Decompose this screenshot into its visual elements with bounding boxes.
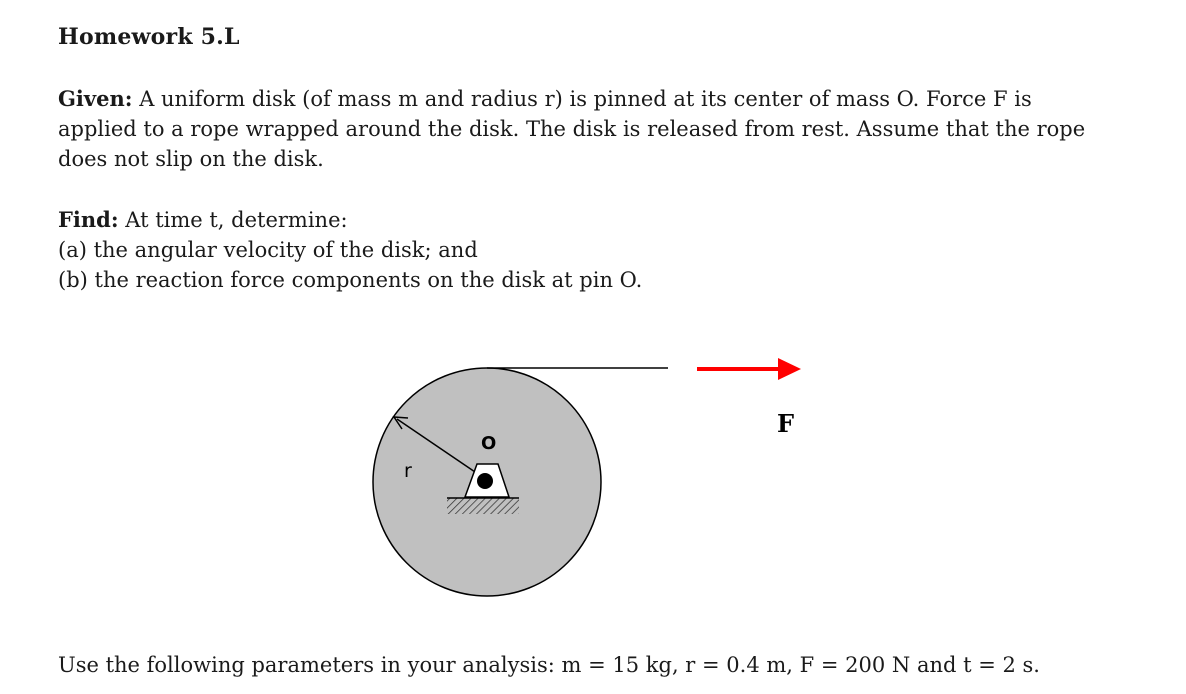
find-text-1: At time t, determine:	[125, 208, 348, 232]
force-arrow	[697, 358, 801, 380]
find-label: Find:	[58, 207, 119, 232]
given-text-1: A uniform disk (of mass m and radius r) is pinned at its center of mass O. Force F is	[139, 87, 1032, 111]
force-label: F	[777, 409, 795, 438]
parameters-line: Use the following parameters in your analysis: m = 15 kg, r = 0.4 m, F = 200 N and t = 2 s.	[58, 653, 1040, 677]
find-item-a: (a) the angular velocity of the disk; and	[58, 238, 478, 262]
homework-title: Homework 5.L	[58, 24, 240, 50]
find-item-b: (b) the reaction force components on the disk at pin O.	[58, 268, 643, 292]
given-line-2: applied to a rope wrapped around the disk. The disk is released from rest. Assume that the rope	[58, 117, 1086, 141]
pin-label: O	[481, 433, 497, 454]
radius-label: r	[404, 460, 412, 482]
given-line-3: does not slip on the disk.	[58, 147, 324, 171]
given-label: Given:	[58, 86, 133, 111]
